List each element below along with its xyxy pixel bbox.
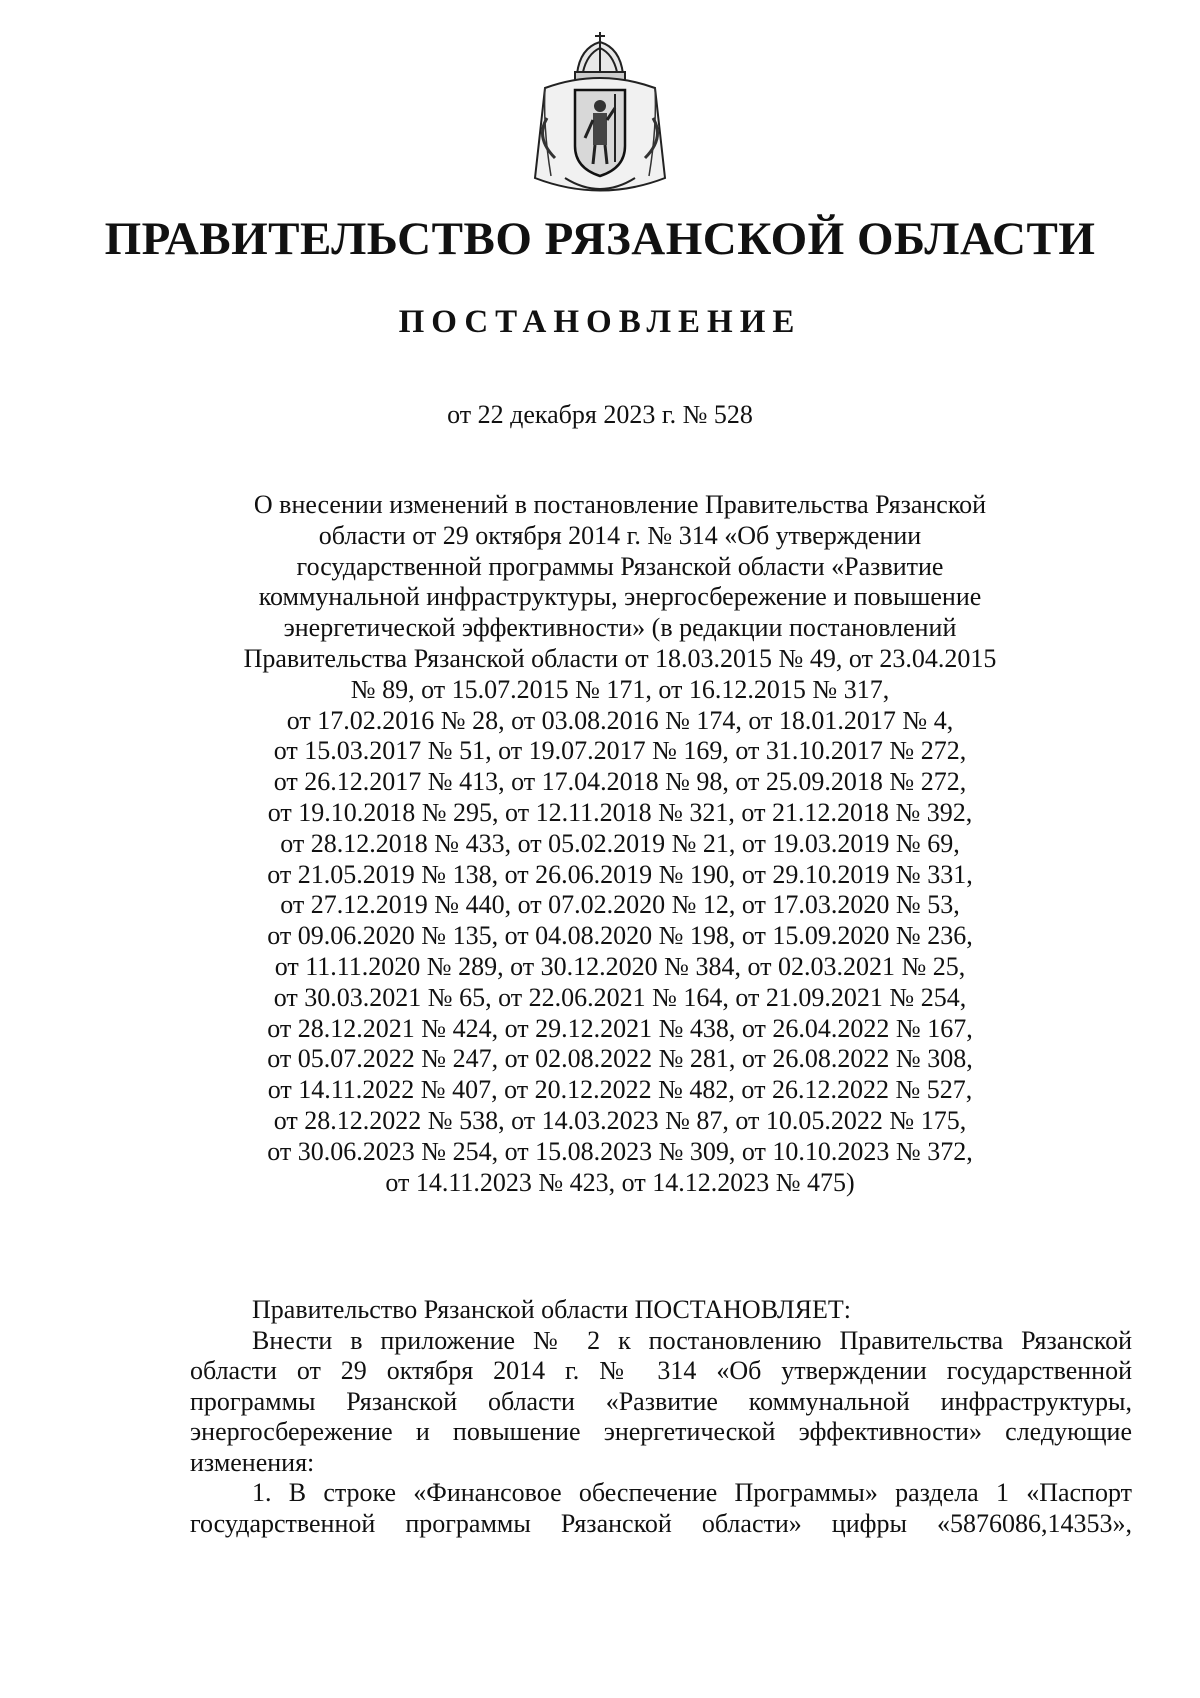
subject-line: О внесении изменений в постановление Правительства Рязанской bbox=[253, 490, 987, 519]
subject-line: от 14.11.2023 № 423, от 14.12.2023 № 475) bbox=[385, 1167, 855, 1197]
body-line: энергосбережение и повышение энергетической эффективности» следующие bbox=[190, 1417, 1132, 1446]
subject-line: Правительства Рязанской области от 18.03.2015 № 49, от 23.04.2015 bbox=[243, 643, 997, 673]
body-line: Внести в приложение № 2 к постановлению Правительства Рязанской bbox=[252, 1325, 1132, 1355]
subject-line: от 09.06.2020 № 135, от 04.08.2020 № 198, от 15.09.2020 № 236, bbox=[267, 921, 973, 951]
subject-line: от 30.06.2023 № 254, от 15.08.2023 № 309, от 10.10.2023 № 372, bbox=[267, 1136, 973, 1166]
body-line: изменения: bbox=[190, 1447, 315, 1477]
subject-line: от 21.05.2019 № 138, от 26.06.2019 № 190, от 29.10.2019 № 331, bbox=[267, 859, 973, 889]
coat-of-arms-icon bbox=[525, 28, 675, 208]
subject-line: от 27.12.2019 № 440, от 07.02.2020 № 12, от 17.03.2020 № 53, bbox=[280, 890, 960, 920]
subject-line: от 28.12.2021 № 424, от 29.12.2021 № 438, от 26.04.2022 № 167, bbox=[267, 1013, 973, 1043]
subject-line: от 28.12.2022 № 538, от 14.03.2023 № 87, от 10.05.2022 № 175, bbox=[273, 1105, 967, 1135]
subject-line: области от 29 октября 2014 г. № 314 «Об утверждении bbox=[318, 520, 922, 550]
subject-line: энергетической эффективности» (в редакции постановлений bbox=[283, 613, 957, 643]
subject-line: государственной программы Рязанской области «Развитие bbox=[296, 551, 944, 581]
subject-line: от 15.03.2017 № 51, от 19.07.2017 № 169, от 31.10.2017 № 272, bbox=[273, 736, 967, 766]
subject-line: от 17.02.2016 № 28, от 03.08.2016 № 174, от 18.01.2017 № 4, bbox=[286, 705, 954, 735]
document-body bbox=[190, 1295, 1132, 1539]
resolution-statement: Правительство Рязанской области ПОСТАНОВЛЯЕТ: bbox=[252, 1295, 852, 1324]
subject-line: № 89, от 15.07.2015 № 171, от 16.12.2015 № 317, bbox=[350, 674, 890, 704]
subject-line: от 28.12.2018 № 433, от 05.02.2019 № 21, от 19.03.2019 № 69, bbox=[280, 828, 960, 858]
subject-line: от 26.12.2017 № 413, от 17.04.2018 № 98, от 25.09.2018 № 272, bbox=[273, 767, 967, 797]
body-line: области от 29 октября 2014 г. № 314 «Об утверждении государственной bbox=[190, 1356, 1132, 1385]
subject-line: от 14.11.2022 № 407, от 20.12.2022 № 482, от 26.12.2022 № 527, bbox=[267, 1075, 973, 1105]
document-subject bbox=[190, 490, 1050, 1198]
subject-line: от 11.11.2020 № 289, от 30.12.2020 № 384, от 02.03.2021 № 25, bbox=[274, 951, 966, 981]
document-date-number: от 22 декабря 2023 г. № 528 bbox=[447, 400, 753, 429]
body-line: программы Рязанской области «Развитие коммунальной инфраструктуры, bbox=[190, 1386, 1132, 1416]
subject-line: от 05.07.2022 № 247, от 02.08.2022 № 281, от 26.08.2022 № 308, bbox=[267, 1044, 973, 1074]
subject-line: от 19.10.2018 № 295, от 12.11.2018 № 321, от 21.12.2018 № 392, bbox=[267, 797, 973, 827]
document-type: ПОСТАНОВЛЕНИЕ bbox=[398, 304, 802, 340]
body-line: 1. В строке «Финансовое обеспечение Программы» раздела 1 «Паспорт bbox=[252, 1478, 1132, 1507]
body-line: государственной программы Рязанской области» цифры «5876086,14353», bbox=[190, 1508, 1132, 1538]
government-title: ПРАВИТЕЛЬСТВО РЯЗАНСКОЙ ОБЛАСТИ bbox=[104, 213, 1096, 265]
subject-line: от 30.03.2021 № 65, от 22.06.2021 № 164, от 21.09.2021 № 254, bbox=[273, 982, 967, 1012]
subject-line: коммунальной инфраструктуры, энергосбережение и повышение bbox=[258, 582, 982, 612]
